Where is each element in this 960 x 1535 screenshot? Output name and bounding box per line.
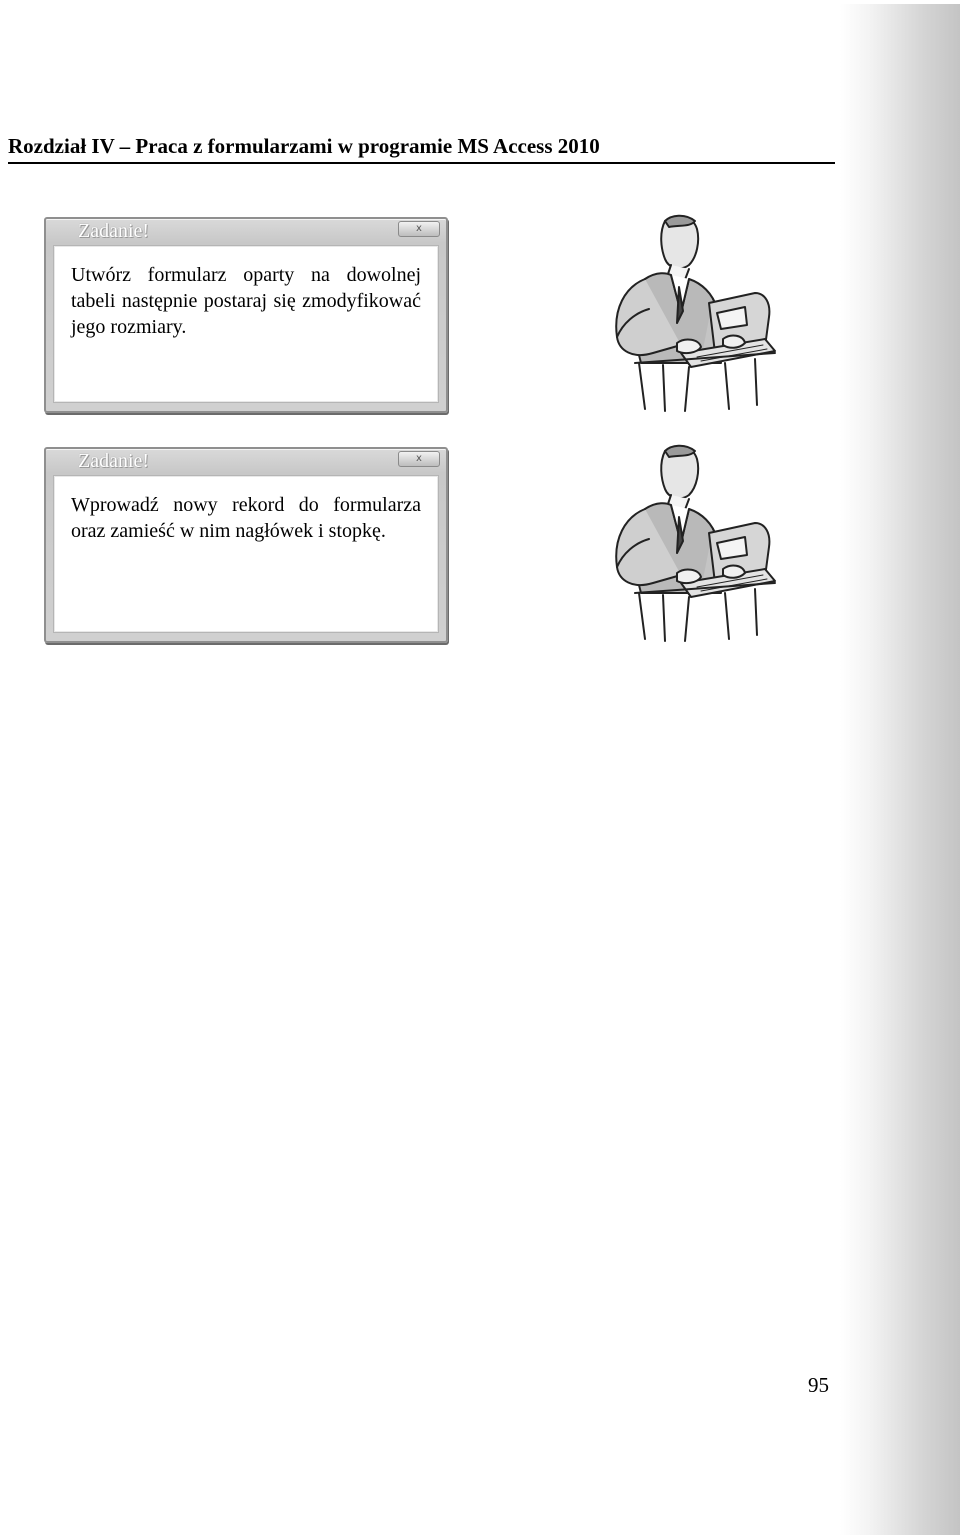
dialog-content — [53, 475, 439, 633]
task-dialog-2 — [44, 447, 448, 643]
dialog-titlebar — [46, 449, 446, 473]
dialog-content — [53, 245, 439, 403]
close-button[interactable]: x — [398, 451, 440, 467]
dialog-title: Zadanie! — [78, 450, 150, 472]
person-at-computer-icon — [605, 213, 777, 413]
page-edge-shadow — [840, 0, 960, 1535]
person-at-computer-icon — [605, 443, 777, 643]
chapter-header — [8, 133, 835, 164]
dialog-title: Zadanie! — [78, 220, 150, 242]
task-text: Wprowadź nowy rekord do formularza oraz zamieść w nim nagłówek i stopkę. — [71, 494, 421, 542]
page-number: 95 — [808, 1373, 829, 1397]
dialog-titlebar — [46, 219, 446, 243]
chapter-title: Rozdział IV – Praca z formularzami w programie MS Access 2010 — [8, 134, 600, 158]
task-dialog-1 — [44, 217, 448, 413]
task-text: Utwórz formularz oparty na dowolnej tabeli następnie postaraj się zmodyfikować jego rozmiary. — [71, 264, 421, 338]
close-button[interactable]: x — [398, 221, 440, 237]
page-edge-shadow-top — [840, 0, 960, 4]
